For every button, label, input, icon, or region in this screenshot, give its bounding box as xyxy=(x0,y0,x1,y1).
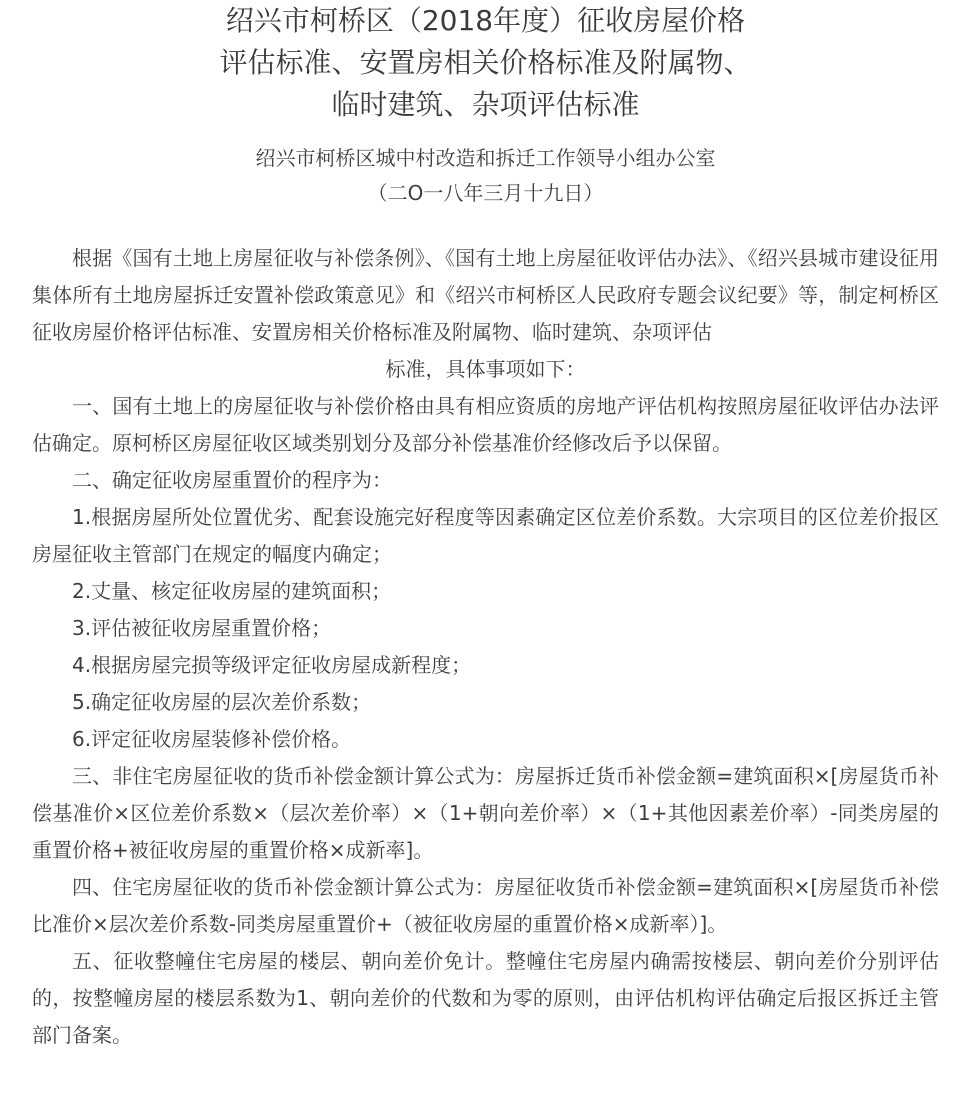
title-line-3: 临时建筑、杂项评估标准 xyxy=(331,88,640,121)
paragraph-step-6: 6.评定征收房屋装修补偿价格。 xyxy=(72,727,352,751)
paragraph-2: 二、确定征收房屋重置价的程序为： xyxy=(72,468,392,492)
issuing-office: 绍兴市柯桥区城中村改造和拆迁工作领导小组办公室 xyxy=(255,146,716,170)
title-line-2: 评估标准、安置房相关价格标准及附属物、 xyxy=(219,46,752,79)
title-line-1: 绍兴市柯桥区（2018年度）征收房屋价格 xyxy=(225,4,746,37)
paragraph-step-4: 4.根据房屋完损等级评定征收房屋成新程度； xyxy=(72,653,472,677)
paragraph-1: 一、国有土地上的房屋征收与补偿价格由具有相应资质的房地产评估机构按照房屋征收评估办法评估确定。原柯桥区房屋征收区域类别划分及部分补偿基准价经修改后予以保留。 xyxy=(32,394,939,455)
document-title xyxy=(32,0,939,126)
paragraph-4: 四、住宅房屋征收的货币补偿金额计算公式为：房屋征收货币补偿金额=建筑面积×[房屋货币补偿比准价×层次差价系数-同类房屋重置价+（被征收房屋的重置价格×成新率）]。 xyxy=(32,875,939,936)
paragraph-step-5: 5.确定征收房屋的层次差价系数； xyxy=(72,690,372,714)
document-body xyxy=(32,240,939,1054)
paragraph-step-1: 1.根据房屋所处位置优劣、配套设施完好程度等因素确定区位差价系数。大宗项目的区位差价报区房屋征收主管部门在规定的幅度内确定； xyxy=(32,505,939,566)
paragraph-5: 五、征收整幢住宅房屋的楼层、朝向差价免计。整幢住宅房屋内确需按楼层、朝向差价分别评估的，按整幢房屋的楼层系数为1、朝向差价的代数和为零的原则，由评估机构评估确定后报区拆迁主管部门备案。 xyxy=(32,949,939,1047)
intro-main-text: 根据《国有土地上房屋征收与补偿条例》、《国有土地上房屋征收评估办法》、《绍兴县城市建设征用集体所有土地房屋拆迁安置补偿政策意见》和《绍兴市柯桥区人民政府专题会议纪要》等，制定柯桥区征收房屋价格评估标准、安置房相关价格标准及附属物、临时建筑、杂项评估 xyxy=(32,246,939,344)
intro-tail-text: 标准，具体事项如下： xyxy=(385,357,586,381)
paragraph-step-3: 3.评估被征收房屋重置价格； xyxy=(72,616,332,640)
paragraph-step-2: 2.丈量、核定征收房屋的建筑面积； xyxy=(72,579,392,603)
issue-date: （二O一八年三月十九日） xyxy=(367,181,604,205)
intro-paragraph xyxy=(32,240,939,388)
paragraph-3: 三、非住宅房屋征收的货币补偿金额计算公式为：房屋拆迁货币补偿金额=建筑面积×[房屋货币补偿基准价×区位差价系数×（层次差价率）×（1+朝向差价率）×（1+其他因素差价率）-同类房屋的重置价格+被征收房屋的重置价格×成新率]。 xyxy=(32,764,939,862)
